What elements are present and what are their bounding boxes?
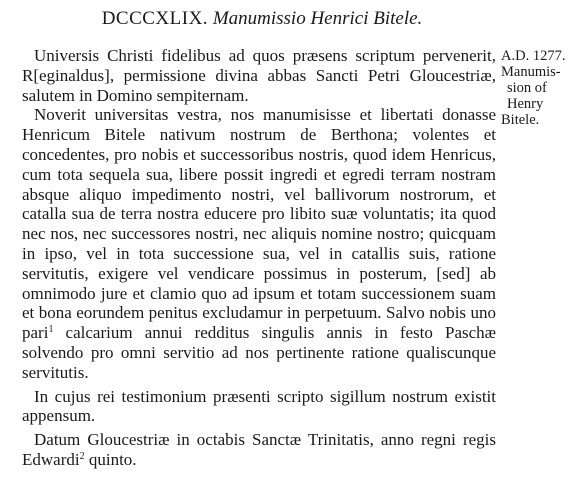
paragraph-address: Universis Christi fidelibus ad quos præsens scriptum pervenerit, R[eginaldus], permissione divina abbas Sancti Petri Gloucestriæ, salutem in Domino sempiternam. bbox=[22, 46, 496, 105]
charter-body bbox=[22, 46, 496, 470]
document-heading bbox=[22, 8, 502, 30]
footnote-marker[interactable]: 2 bbox=[79, 450, 85, 462]
paragraph-text: Datum Gloucestriæ in octabis Sanctæ Trinitatis, anno regni regis Edwardi bbox=[22, 430, 496, 469]
paragraph-manumission bbox=[22, 105, 496, 382]
margin-note bbox=[501, 48, 575, 128]
charter-number: DCCCXLIX. bbox=[101, 8, 209, 29]
margin-note-line: Henry bbox=[507, 96, 544, 112]
paragraph-testimony: In cujus rei testimonium præsenti scripto sigillum nostrum existit appensum. bbox=[22, 386, 496, 426]
paragraph-text: Noverit universitas vestra, nos manumisisse et libertati donasse Henricum Bitele nativum nostrum de Berthona; volentes et concedentes, pro nobis et successoribus nostris, quod idem Henricus, cum tota sequela sua, libere possit ingredi et egredi terram nostram absque aliquo impedimento nostri, vel ballivorum nostrorum, et catalla sua de terra nostra educere pro libito suæ voluntatis; ita quod nec nos, nec successores nostri, nec aliquis nomine nostro; quicquam in ipso, vel in tota successione sua, vel in catallis suis, ratione servitutis, exigere vel vendicare possimus in posterum, [sed] ab omnimodo jure et clamio quo ad ipsum et totam successionem suam et bona eorundem penitus excludamur in perpetuum. Salvo nobis uno pari bbox=[22, 105, 496, 343]
paragraph-dating bbox=[22, 430, 496, 470]
margin-note-line: Manumis- bbox=[501, 64, 561, 80]
paragraph-text: calcarium annui redditus singulis annis in festo Paschæ solvendo pro omni servitio ad nos pertinente ratione qualiscunque servitutis. bbox=[22, 323, 496, 382]
paragraph-text: quinto. bbox=[84, 449, 137, 469]
footnote-marker[interactable]: 1 bbox=[48, 324, 54, 336]
margin-note-line: Bitele. bbox=[501, 112, 540, 128]
margin-date: A.D. 1277. bbox=[501, 48, 566, 64]
charter-title: Manumissio Henrici Bitele. bbox=[212, 8, 423, 29]
margin-note-line: sion of bbox=[507, 80, 547, 96]
